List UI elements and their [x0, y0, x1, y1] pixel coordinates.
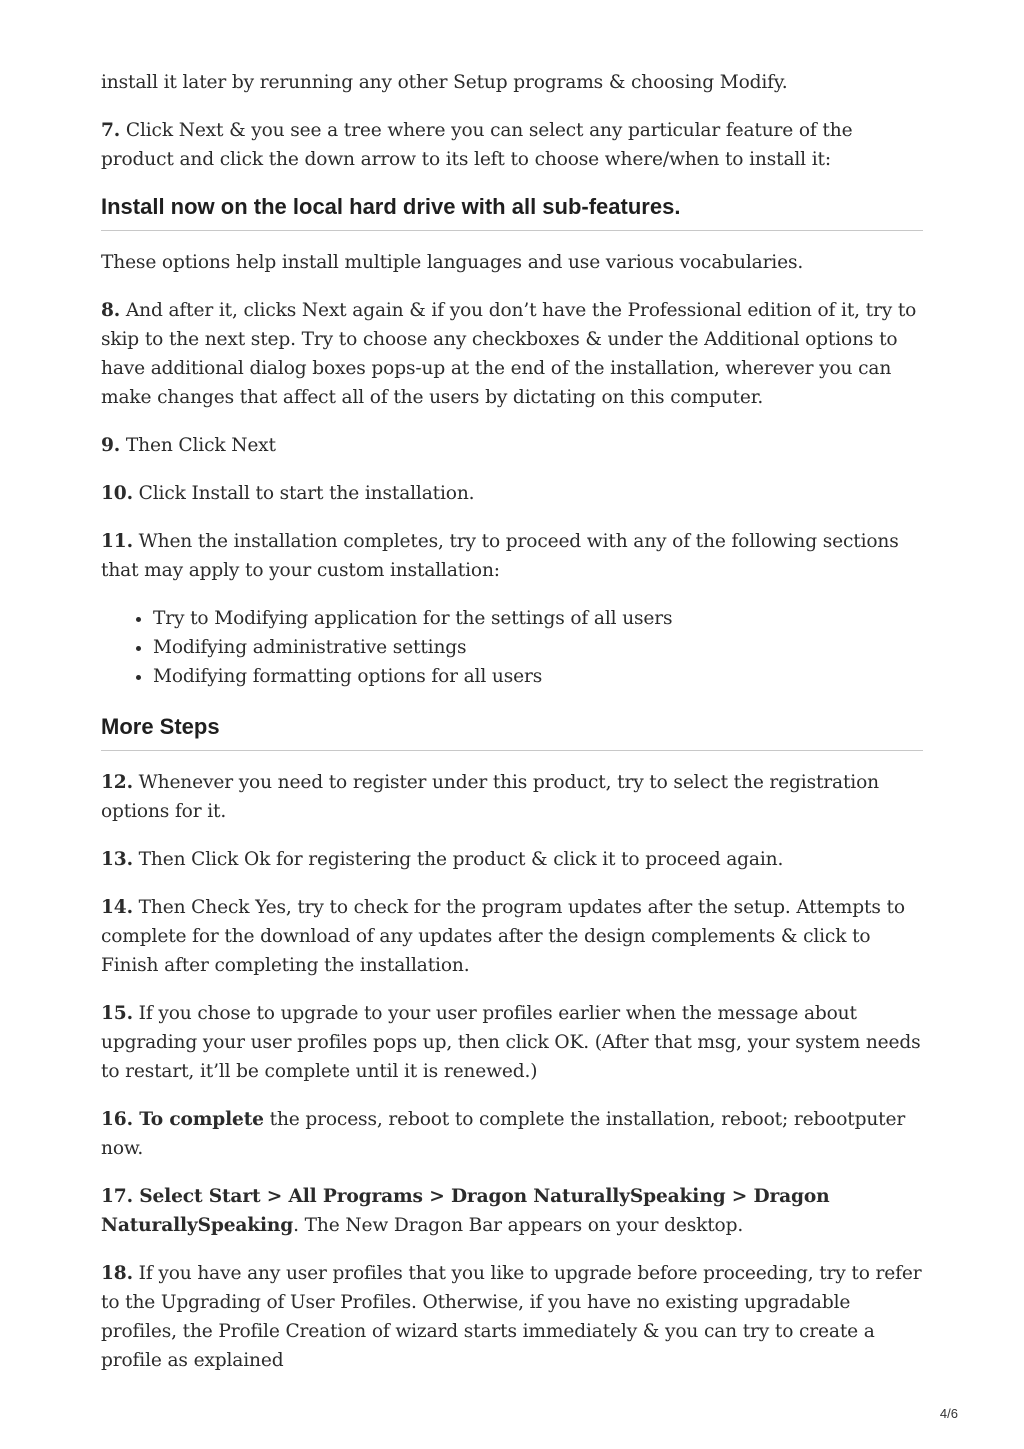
step-text: Click Install to start the installation. — [132, 483, 475, 504]
step-number: 11. — [101, 531, 133, 552]
step-11 — [101, 527, 923, 585]
step-number: 14. — [101, 897, 133, 918]
bullet-list — [101, 604, 923, 691]
step-text: the process, reboot to complete the installation, reboot; rebootputer now. — [101, 1109, 906, 1159]
step-text: Whenever you need to register under this product, try to select the registration options for it. — [101, 772, 879, 822]
step-9 — [101, 431, 923, 460]
step-number: 9. — [101, 435, 121, 456]
step-number: 15. — [101, 1003, 133, 1024]
step-10 — [101, 479, 923, 508]
step-14 — [101, 893, 923, 980]
intro-text: install it later by rerunning any other Setup programs & choosing Modify. — [101, 72, 788, 93]
step-text: And after it, clicks Next again & if you don’t have the Professional edition of it, try to skip to the next step. Try to choose any checkboxes & under the Additional options to have additional dialog boxes pops-up at the end of the installation, wherever you can make changes that affect all of the users by dictating on this computer. — [101, 300, 917, 408]
step-18 — [101, 1259, 923, 1375]
heading-install-now: Install now on the local hard drive with all sub-features. — [101, 193, 923, 231]
step-17 — [101, 1182, 923, 1240]
list-item: • Try to Modifying application for the settings of all users — [153, 604, 923, 633]
step-12 — [101, 768, 923, 826]
page-number: 4/6 — [939, 1406, 958, 1421]
step-16 — [101, 1105, 923, 1163]
step-number: 10. — [101, 483, 133, 504]
step-text: When the installation completes, try to proceed with any of the following sections that may apply to your custom installation: — [101, 531, 899, 581]
step-number: 12. — [101, 772, 133, 793]
step-text: If you have any user profiles that you like to upgrade before proceeding, try to refer to the Upgrading of User Profiles. Otherwise, if you have no existing upgradable profiles, the Profile Creation of wizard starts immediately & you can try to create a profile as explained — [101, 1263, 922, 1371]
step-bold-lead: 17. Select Start > All Programs > Dragon NaturallySpeaking > Dragon NaturallySpeaking — [101, 1186, 830, 1236]
step-13 — [101, 845, 923, 874]
step-text: . The New Dragon Bar appears on your desktop. — [293, 1215, 744, 1236]
document-page — [101, 68, 923, 1394]
step-number: 13. — [101, 849, 133, 870]
step-text: Then Check Yes, try to check for the program updates after the setup. Attempts to complete for the download of any updates after the design complements & click to Finish after completing the installation. — [101, 897, 905, 976]
step-7 — [101, 116, 923, 174]
step-text: Click Next & you see a tree where you can select any particular feature of the product and click the down arrow to its left to choose where/when to install it: — [101, 120, 853, 170]
step-bold-lead: 16. To complete — [101, 1109, 264, 1130]
options-paragraph — [101, 248, 923, 277]
step-text: If you chose to upgrade to your user profiles earlier when the message about upgrading your user profiles pops up, then click OK. (After that msg, your system needs to restart, it’ll be complete until it is renewed.) — [101, 1003, 921, 1082]
heading-more-steps: More Steps — [101, 713, 923, 751]
step-8 — [101, 296, 923, 412]
step-number: 7. — [101, 120, 121, 141]
options-text: These options help install multiple languages and use various vocabularies. — [101, 252, 804, 273]
step-number: 8. — [101, 300, 121, 321]
list-item: • Modifying administrative settings — [153, 633, 923, 662]
intro-paragraph — [101, 68, 923, 97]
step-text: Then Click Next — [120, 435, 276, 456]
step-text: Then Click Ok for registering the product & click it to proceed again. — [132, 849, 784, 870]
step-15 — [101, 999, 923, 1086]
step-number: 18. — [101, 1263, 133, 1284]
list-item: • Modifying formatting options for all users — [153, 662, 923, 691]
